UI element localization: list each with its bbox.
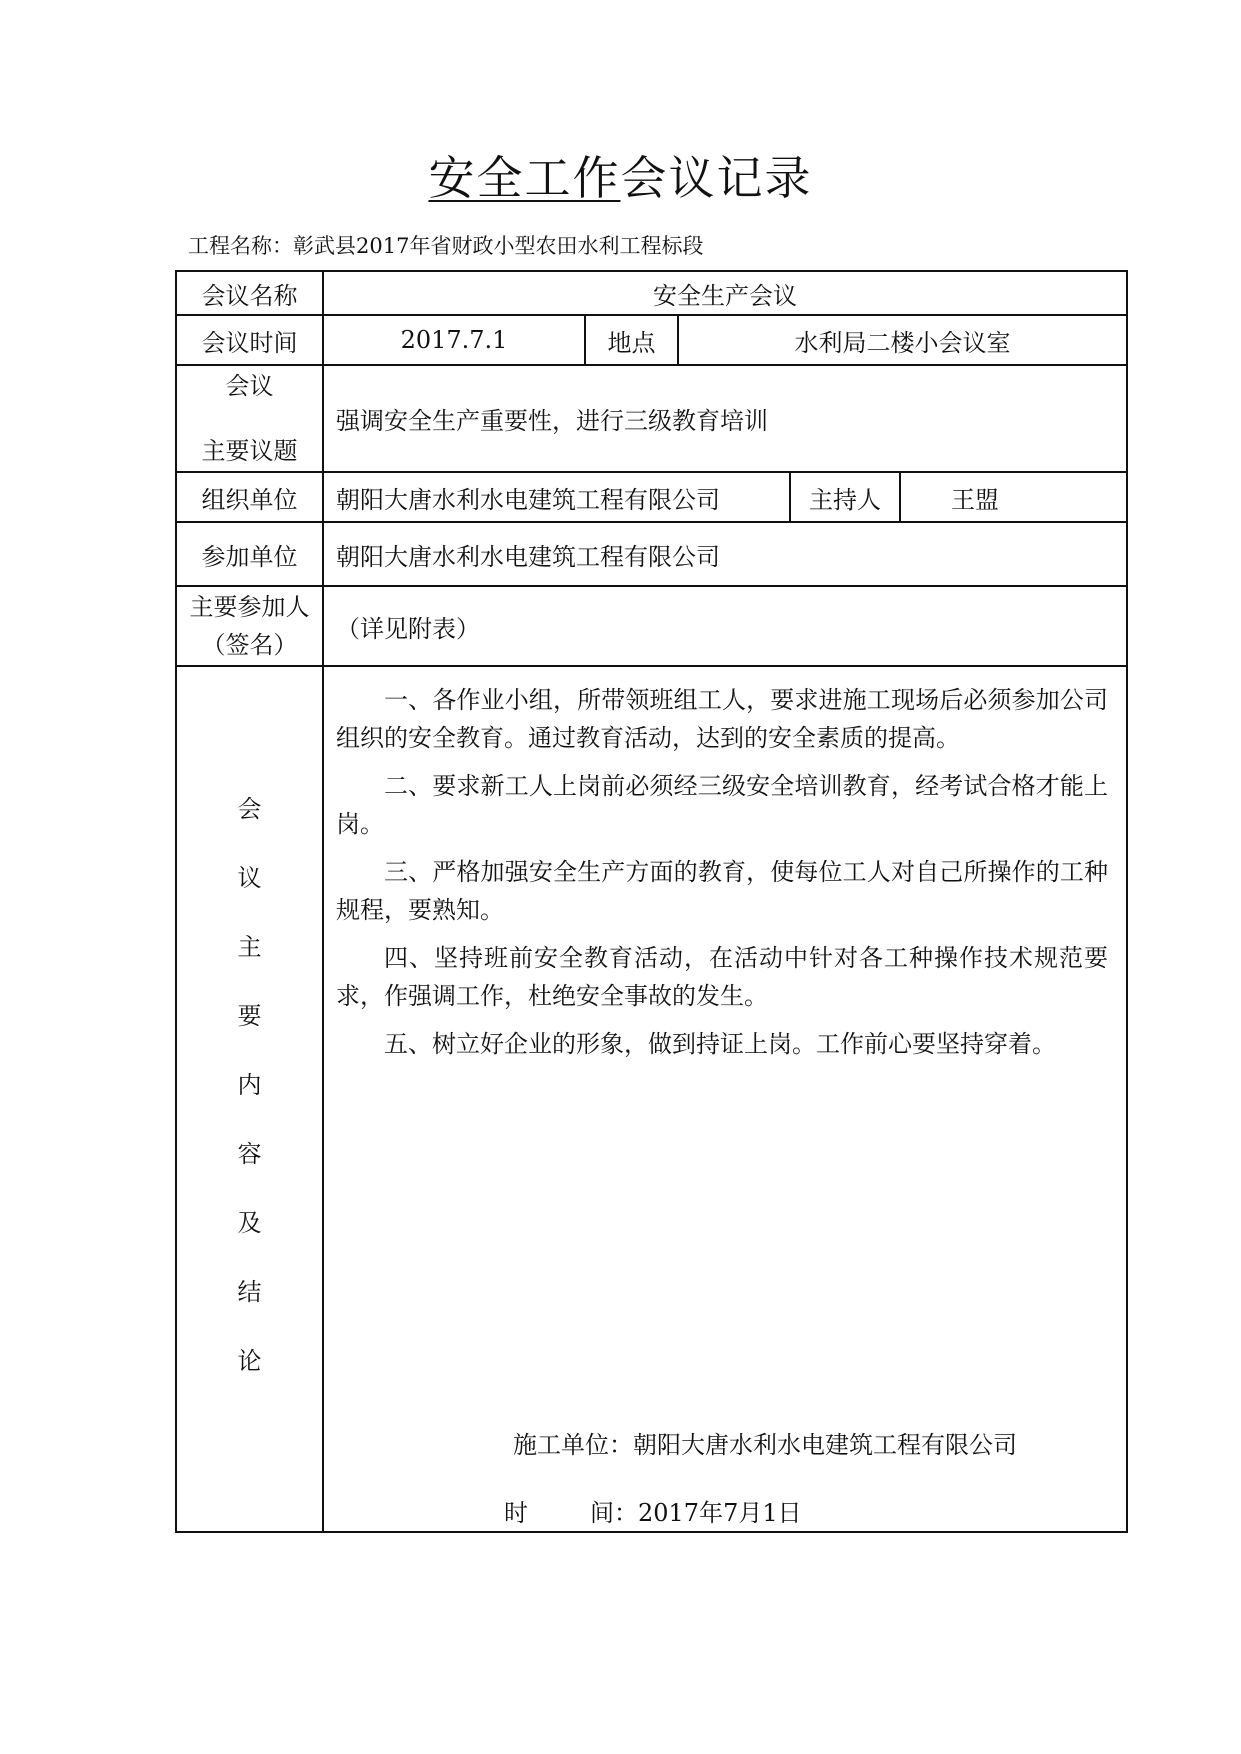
content-label-char: 议 <box>237 864 262 892</box>
content-label-char: 结 <box>237 1278 262 1306</box>
row-organizer <box>176 472 1127 522</box>
organizer-label: 组织单位 <box>176 472 323 522</box>
meeting-record-table <box>175 270 1128 1533</box>
host-label: 主持人 <box>790 472 900 522</box>
row-main-content <box>176 666 1127 1532</box>
row-meeting-topic <box>176 365 1127 472</box>
location-label: 地点 <box>585 315 678 365</box>
time-label-char1: 时 <box>504 1499 528 1527</box>
content-label-char: 容 <box>237 1140 262 1168</box>
content-paragraph: 一、各作业小组，所带领班组工人，要求进施工现场后必须参加公司组织的安全教育。通过教育活动，达到的安全素质的提高。 <box>336 686 1109 752</box>
content-paragraph: 四、坚持班前安全教育活动，在活动中针对各工种操作技术规范要求，作强调工作，杜绝安全事故的发生。 <box>336 944 1109 1010</box>
row-attendees <box>176 586 1127 666</box>
row-meeting-time <box>176 315 1127 365</box>
topic-label-line1: 会议 <box>225 371 274 400</box>
meeting-time-value: 2017.7.1 <box>323 315 585 365</box>
host-name: 王盟 <box>951 485 999 514</box>
attendees-label <box>176 586 323 666</box>
document-title <box>0 148 1241 208</box>
meeting-name-label: 会议名称 <box>176 271 323 315</box>
title-underlined-part: 安全工作 <box>428 151 621 205</box>
signature-time-value: 2017年7月1日 <box>638 1499 802 1527</box>
organizer-value: 朝阳大唐水利水电建筑工程有限公司 <box>323 472 790 522</box>
content-paragraph: 五、树立好企业的形象，做到持证上岗。工作前心要坚持穿着。 <box>384 1030 1056 1058</box>
construction-unit-line <box>513 1425 1017 1460</box>
content-label-char: 要 <box>237 1002 262 1030</box>
signature-time-line <box>504 1493 802 1528</box>
host-value <box>900 472 1127 522</box>
content-label-char: 主 <box>237 933 262 961</box>
participant-unit-label: 参加单位 <box>176 522 323 586</box>
attendees-label-line2: （签名） <box>201 631 298 659</box>
location-value: 水利局二楼小会议室 <box>678 315 1127 365</box>
title-rest-part: 会议记录 <box>620 151 813 205</box>
project-name-line: 工程名称：彰武县2017年省财政小型农田水利工程标段 <box>188 234 704 258</box>
attendees-label-line1: 主要参加人 <box>189 593 310 621</box>
construction-unit-value: 朝阳大唐水利水电建筑工程有限公司 <box>633 1431 1017 1459</box>
meeting-time-label: 会议时间 <box>176 315 323 365</box>
content-label-char: 内 <box>237 1071 262 1099</box>
construction-unit-label: 施工单位： <box>513 1431 633 1459</box>
content-paragraph: 三、严格加强安全生产方面的教育，使每位工人对自己所操作的工种规程，要熟知。 <box>336 858 1109 924</box>
participant-unit-value: 朝阳大唐水利水电建筑工程有限公司 <box>323 522 1127 586</box>
content-label <box>176 666 323 1532</box>
content-body <box>323 666 1127 1532</box>
attendees-value: （详见附表） <box>323 586 1127 666</box>
content-label-char: 会 <box>237 795 262 823</box>
row-participant-unit <box>176 522 1127 586</box>
content-label-char: 论 <box>237 1347 262 1375</box>
topic-label-line2: 主要议题 <box>201 436 298 465</box>
content-paragraph: 二、要求新工人上岗前必须经三级安全培训教育，经考试合格才能上岗。 <box>336 772 1109 838</box>
topic-value: 强调安全生产重要性，进行三级教育培训 <box>323 365 1127 472</box>
meeting-name-value: 安全生产会议 <box>323 271 1127 315</box>
topic-label <box>176 365 323 472</box>
content-label-char: 及 <box>237 1209 262 1237</box>
time-label-char2: 间： <box>590 1499 638 1527</box>
row-meeting-name <box>176 271 1127 315</box>
